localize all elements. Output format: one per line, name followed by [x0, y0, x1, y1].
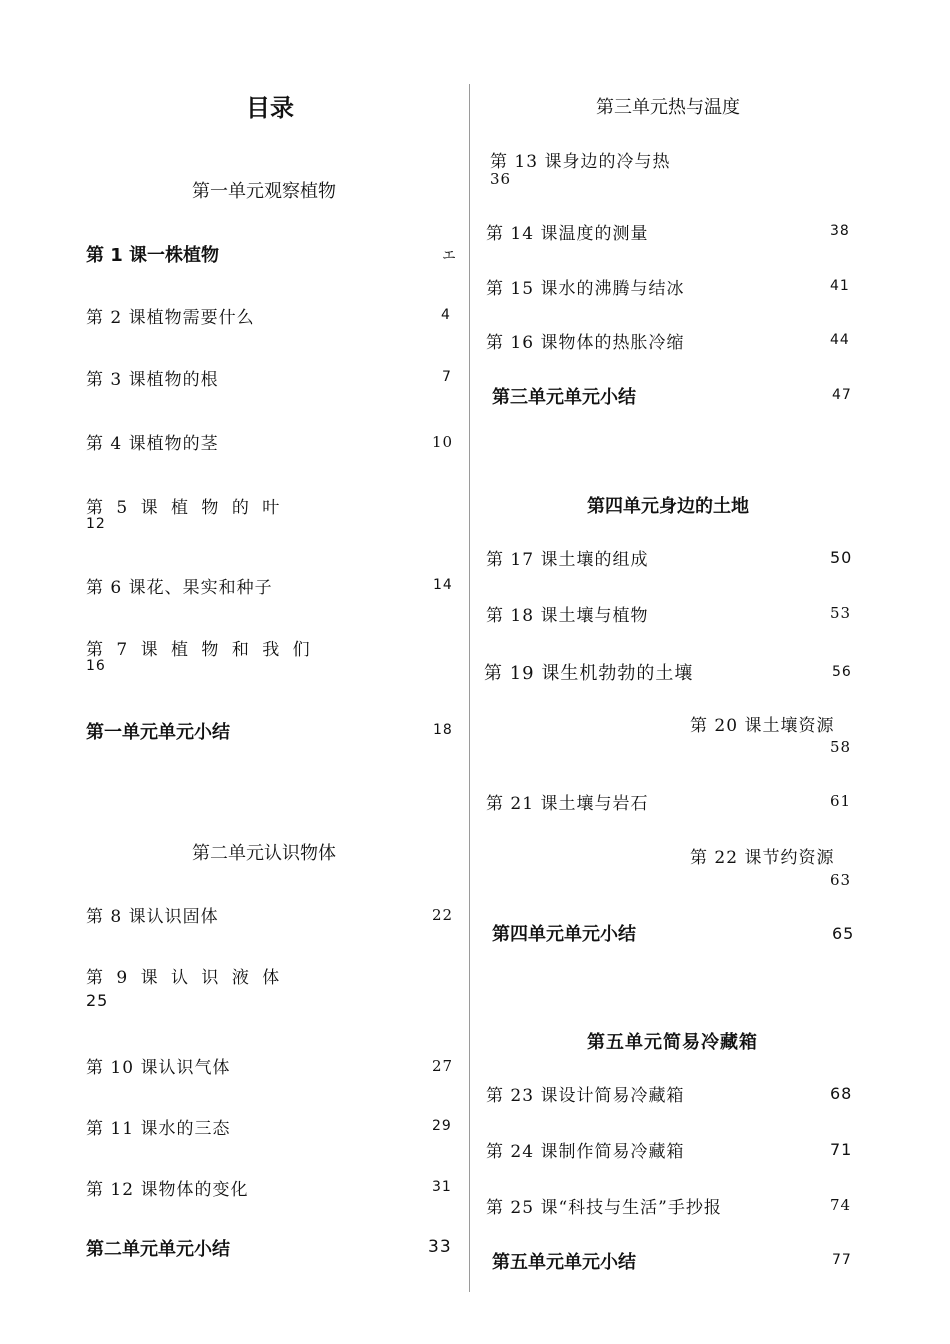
- toc-entry-label[interactable]: 第 18 课土壤与植物: [486, 606, 649, 626]
- toc-entry-page: 38: [830, 223, 850, 239]
- toc-entry-page: 63: [830, 871, 852, 889]
- toc-entry-page: 58: [830, 738, 852, 756]
- toc-entry-page: 74: [830, 1196, 852, 1214]
- toc-entry-label[interactable]: 第 14 课温度的测量: [486, 224, 649, 244]
- toc-entry-label[interactable]: 第 9 课 认 识 液 体: [86, 968, 284, 988]
- toc-entry-page: 31: [432, 1179, 452, 1195]
- toc-entry-page: 4: [441, 307, 451, 323]
- column-divider: [469, 84, 470, 1292]
- toc-entry-label[interactable]: 第 25 课“科技与生活”手抄报: [486, 1198, 722, 1218]
- toc-entry-page: 71: [830, 1140, 853, 1159]
- toc-entry-page: 14: [433, 577, 453, 593]
- unit-summary-label[interactable]: 第四单元单元小结: [492, 924, 636, 945]
- toc-entry-label[interactable]: 第 6 课花、果实和种子: [86, 578, 273, 598]
- toc-entry-label[interactable]: 第 4 课植物的茎: [86, 434, 219, 454]
- toc-entry-page: 56: [832, 664, 852, 680]
- toc-entry-label[interactable]: 第 21 课土壤与岩石: [486, 794, 649, 814]
- toc-entry-page: 27: [432, 1057, 454, 1075]
- unit-summary-page: 18: [433, 722, 453, 738]
- toc-entry-page: 29: [432, 1118, 452, 1134]
- toc-entry-page: 25: [86, 991, 109, 1010]
- toc-entry-page: エ: [442, 248, 457, 264]
- unit-summary-page: 47: [832, 387, 852, 403]
- toc-entry-label[interactable]: 第 11 课水的三态: [86, 1119, 231, 1139]
- unit-summary-page: 33: [428, 1237, 452, 1257]
- toc-entry-label[interactable]: 第 17 课土壤的组成: [486, 550, 649, 570]
- toc-entry-page: 44: [830, 332, 850, 348]
- toc-entry-label[interactable]: 第 3 课植物的根: [86, 370, 219, 390]
- unit-heading-2: 第二单元认识物体: [192, 843, 336, 864]
- toc-entry-label[interactable]: 第 7 课 植 物 和 我 们: [86, 640, 314, 660]
- toc-entry-page: 68: [830, 1084, 853, 1103]
- toc-entry-page: 12: [86, 516, 106, 532]
- toc-entry-label[interactable]: 第 22 课节约资源: [690, 848, 835, 868]
- toc-entry-label[interactable]: 第 8 课认识固体: [86, 907, 219, 927]
- toc-entry-label[interactable]: 第 19 课生机勃勃的土壤: [484, 663, 694, 684]
- toc-entry-page: 22: [432, 906, 454, 924]
- unit-heading-5: 第五单元简易冷藏箱: [587, 1032, 758, 1053]
- unit-summary-page: 65: [832, 924, 855, 943]
- unit-summary-label[interactable]: 第三单元单元小结: [492, 387, 636, 408]
- toc-entry-label[interactable]: 第 20 课土壤资源: [690, 716, 835, 736]
- toc-entry-label[interactable]: 第 24 课制作简易冷藏箱: [486, 1142, 685, 1162]
- toc-entry-label[interactable]: 第 1 课一株植物: [86, 245, 220, 266]
- unit-heading-1: 第一单元观察植物: [192, 181, 336, 202]
- toc-entry-label[interactable]: 第 2 课植物需要什么: [86, 308, 255, 328]
- toc-entry-page: 7: [442, 369, 452, 385]
- toc-entry-page: 36: [490, 170, 512, 188]
- toc-entry-label[interactable]: 第 16 课物体的热胀冷缩: [486, 333, 685, 353]
- toc-entry-label[interactable]: 第 15 课水的沸腾与结冰: [486, 279, 685, 299]
- toc-entry-label[interactable]: 第 13 课身边的冷与热: [490, 152, 671, 172]
- unit-summary-label[interactable]: 第二单元单元小结: [86, 1239, 230, 1260]
- toc-entry-page: 10: [432, 433, 454, 451]
- toc-entry-page: 16: [86, 658, 106, 674]
- toc-entry-page: 41: [830, 278, 850, 294]
- page-title: 目录: [246, 94, 294, 122]
- toc-entry-page: 50: [830, 548, 853, 567]
- unit-summary-label[interactable]: 第一单元单元小结: [86, 722, 230, 743]
- toc-entry-label[interactable]: 第 12 课物体的变化: [86, 1180, 249, 1200]
- toc-entry-label[interactable]: 第 5 课 植 物 的 叶: [86, 498, 284, 518]
- unit-heading-3: 第三单元热与温度: [596, 97, 740, 118]
- unit-heading-4: 第四单元身边的土地: [587, 496, 749, 517]
- toc-entry-page: 61: [830, 792, 852, 810]
- toc-entry-page: 53: [830, 604, 852, 622]
- unit-summary-page: 77: [832, 1252, 852, 1268]
- toc-entry-label[interactable]: 第 10 课认识气体: [86, 1058, 231, 1078]
- unit-summary-label[interactable]: 第五单元单元小结: [492, 1252, 636, 1273]
- toc-entry-label[interactable]: 第 23 课设计简易冷藏箱: [486, 1086, 685, 1106]
